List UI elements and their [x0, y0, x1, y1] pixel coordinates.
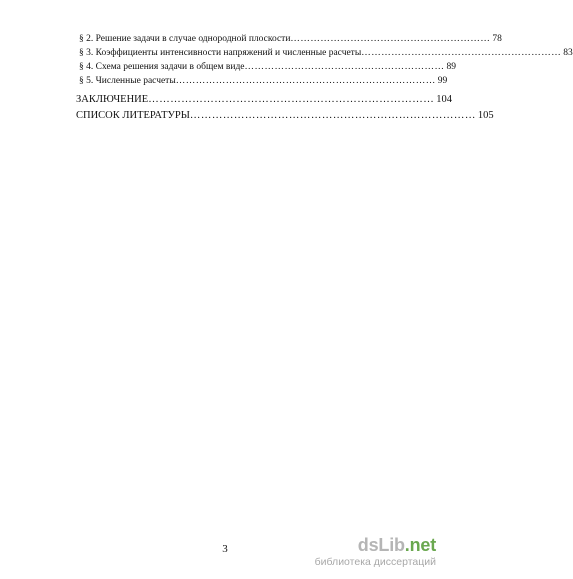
toc-entry	[76, 108, 494, 124]
toc-leader-dots: ……………………………………………………………………	[148, 94, 435, 105]
page-number: 3	[222, 543, 228, 555]
watermark	[315, 535, 436, 569]
toc-entry	[76, 32, 502, 46]
toc-entry-title: ЗАКЛЮЧЕНИЕ	[76, 94, 149, 105]
table-of-contents	[76, 32, 573, 124]
toc-entry-page: 99	[437, 76, 448, 86]
toc-entry-page: 83	[563, 48, 573, 58]
toc-entry-title: § 4. Схема решения задачи в общем виде	[79, 62, 245, 72]
toc-entry-title: § 2. Решение задачи в случае однородной плоскости	[79, 34, 291, 44]
toc-leader-dots: ……………………………………………………	[361, 48, 562, 58]
watermark-logo	[315, 535, 436, 555]
toc-entry-page: 89	[446, 62, 456, 72]
toc-leader-dots: ……………………………………………………………………	[189, 110, 476, 121]
watermark-brand: dsLib	[357, 535, 405, 555]
watermark-brand-accent: .net	[404, 535, 436, 555]
toc-entry-page: 78	[492, 34, 502, 44]
toc-leader-dots: ……………………………………………………………………	[175, 76, 436, 86]
toc-entry-title: § 3. Коэффициенты интенсивности напряжений и численные расчеты	[79, 48, 362, 58]
toc-entry-title: СПИСОК ЛИТЕРАТУРЫ	[76, 110, 190, 121]
toc-entry-page: 104	[436, 94, 452, 105]
toc-entry	[76, 92, 452, 108]
toc-entry	[76, 46, 573, 60]
toc-entry-page: 105	[477, 110, 494, 121]
watermark-caption: библиотека диссертаций	[314, 556, 436, 568]
toc-leader-dots: ……………………………………………………	[290, 34, 491, 44]
toc-leader-dots: ……………………………………………………	[244, 62, 445, 72]
toc-entry	[76, 60, 456, 74]
toc-entry-title: § 5. Численные расчеты	[79, 76, 176, 86]
toc-entry	[76, 74, 448, 88]
